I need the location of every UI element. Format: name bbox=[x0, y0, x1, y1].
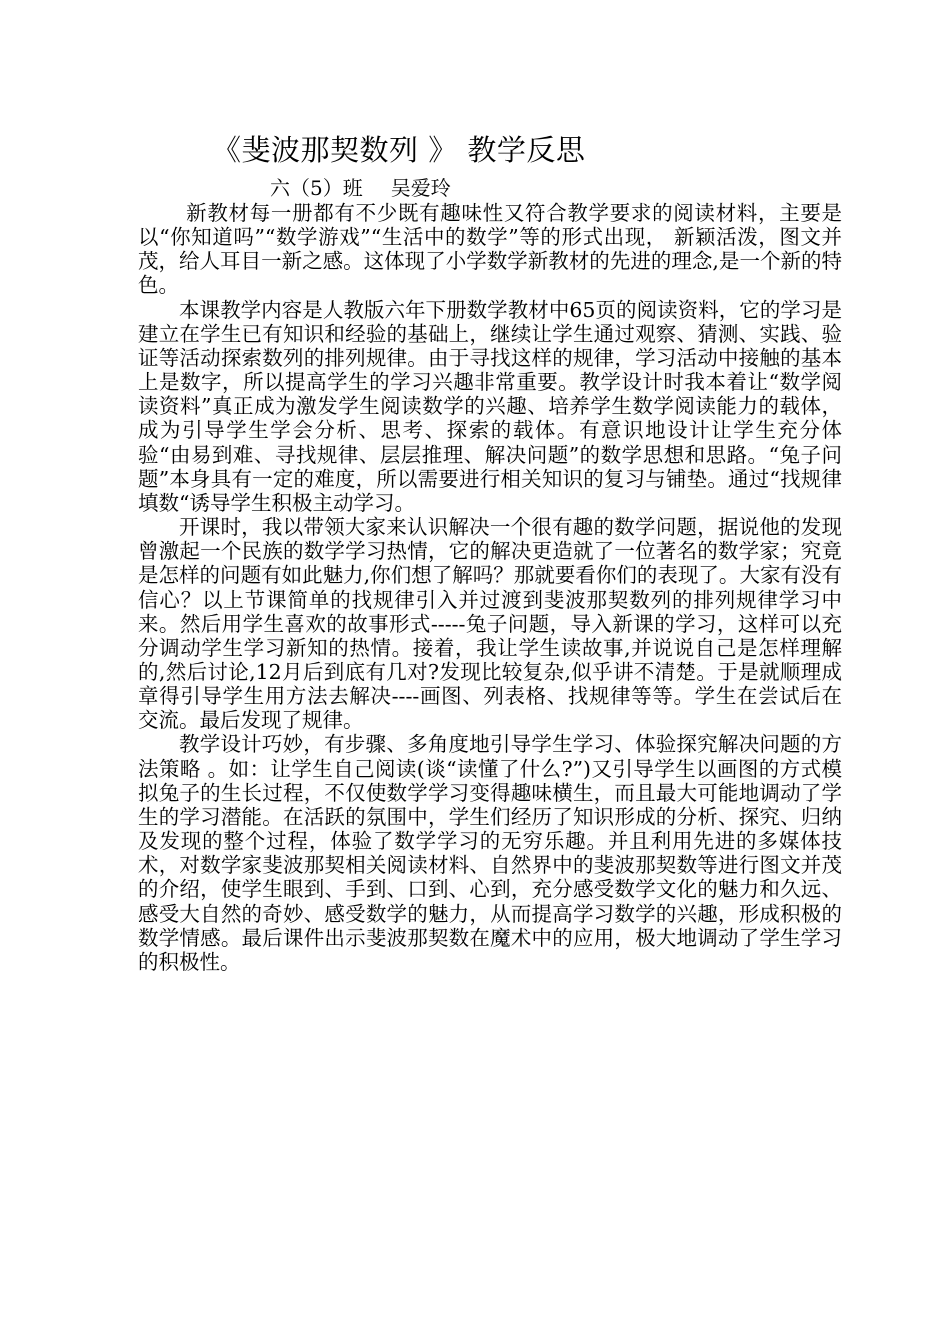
class-label: 六（5）班 bbox=[270, 176, 363, 200]
byline bbox=[270, 176, 451, 200]
paragraph-3: 开课时，我以带领大家来认识解决一个很有趣的数学问题，据说他的发现曾激起一个民族的数学学习热情，它的解决更造就了一位著名的数学家；究竟是怎样的问题有如此魅力,你们想了解吗？那就要看你们的表现了。大家有没有信心？以上节课简单的找规律引入并过渡到斐波那契数列的排列规律学习中来。然后用学生喜欢的故事形式-----兔子问题，导入新课的学习，这样可以充分调动学生学习新知的热情。接着，我让学生读故事,并说说自己是怎样理解的,然后讨论,12月后到底有几对?发现比较复杂,似乎讲不清楚。于是就顺理成章得引导学生用方法去解决----画图、列表格、找规律等等。学生在尝试后在交流。最后发现了规律。 bbox=[138, 515, 842, 733]
paragraph-1: 新教材每一册都有不少既有趣味性又符合教学要求的阅读材料，主要是以“你知道吗”“数学游戏”“生活中的数学”等的形式出现， 新颖活泼，图文并茂，给人耳目一新之感。这体现了小学数学新教材的先进的理念,是一个新的特色。 bbox=[138, 201, 842, 298]
paragraph-4: 教学设计巧妙，有步骤、多角度地引导学生学习、体验探究解决问题的方法策略 。如：让学生自己阅读(谈“读懂了什么?”)又引导学生以画图的方式模拟兔子的生长过程，不仅使数学学习变得趣味横生，而且最大可能地调动了学生的学习潜能。在活跃的氛围中，学生们经历了知识形成的分析、探究、归纳及发现的整个过程，体验了数学学习的无穷乐趣。并且利用先进的多媒体技术，对数学家斐波那契相关阅读材料、自然界中的斐波那契数等进行图文并茂的介绍，使学生眼到、手到、口到、心到，充分感受数学文化的魅力和久远、感受大自然的奇妙、感受数学的魅力，从而提高学习数学的兴趣，形成积极的数学情感。最后课件出示斐波那契数在魔术中的应用，极大地调动了学生学习的积极性。 bbox=[138, 732, 842, 974]
document-title: 《斐波那契数列 》 教学反思 bbox=[212, 133, 586, 167]
paragraph-2: 本课教学内容是人教版六年下册数学教材中65页的阅读资料，它的学习是建立在学生已有知识和经验的基础上，继续让学生通过观察、猜测、实践、验证等活动探索数列的排列规律。由于寻找这样的规律，学习活动中接触的基本上是数字，所以提高学生的学习兴趣非常重要。教学设计时我本着让“数学阅读资料”真正成为激发学生阅读数学的兴趣、培养学生数学阅读能力的载体，成为引导学生学会分析、思考、探索的载体。有意识地设计让学生充分体验“由易到难、寻找规律、层层推理、解决问题”的数学思想和思路。“兔子问题”本身具有一定的难度，所以需要进行相关知识的复习与铺垫。通过“找规律填数“诱导学生积极主动学习。 bbox=[138, 297, 842, 515]
document-body bbox=[138, 201, 842, 974]
author-name: 吴爱玲 bbox=[390, 176, 451, 200]
